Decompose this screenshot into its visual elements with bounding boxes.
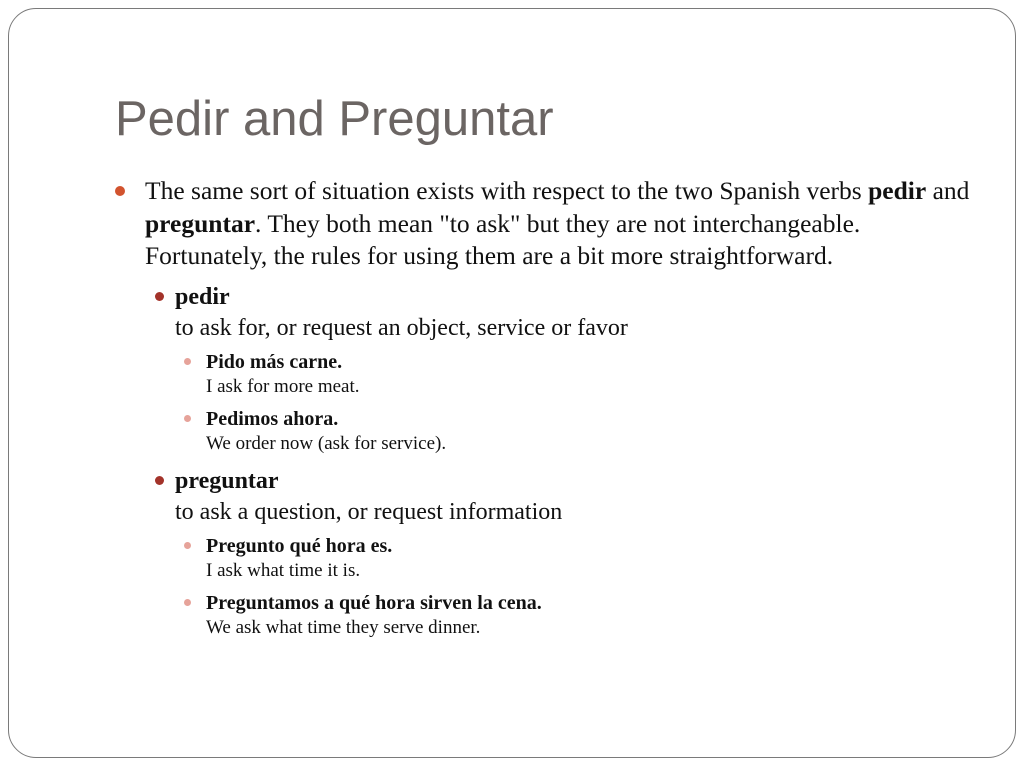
slide-title: Pedir and Preguntar xyxy=(115,92,554,146)
verb-item-preguntar xyxy=(175,466,975,528)
example-spanish: Pregunto qué hora es. xyxy=(206,534,393,557)
bullet-icon xyxy=(184,415,191,422)
bullet-icon xyxy=(184,542,191,549)
intro-verb-preguntar: preguntar xyxy=(145,208,256,238)
slide xyxy=(8,8,1016,758)
example-english: We ask what time they serve dinner. xyxy=(206,616,481,638)
example-item xyxy=(206,590,975,640)
verb-name: pedir xyxy=(175,283,230,310)
verb-item-pedir xyxy=(175,282,975,344)
intro-text-2: and xyxy=(926,176,970,205)
example-spanish: Pedimos ahora. xyxy=(206,407,339,430)
example-item xyxy=(206,533,975,583)
example-item xyxy=(206,406,975,456)
verb-meaning: to ask a question, or request information xyxy=(175,498,563,525)
example-spanish: Pido más carne. xyxy=(206,350,343,373)
intro-text-1: The same sort of situation exists with respect to the two Spanish verbs xyxy=(145,176,869,205)
example-spanish: Preguntamos a qué hora sirven la cena. xyxy=(206,591,542,614)
bullet-icon xyxy=(155,292,164,301)
example-item xyxy=(206,349,975,399)
example-english: I ask what time it is. xyxy=(206,559,361,581)
bullet-icon xyxy=(155,476,164,485)
bullet-icon xyxy=(184,599,191,606)
intro-text-3: . They both mean "to ask" but they are not interchangeable. Fortunately, the rules for using them are a bit more straightforward. xyxy=(145,208,861,270)
slide-content xyxy=(115,167,975,640)
intro-verb-pedir: pedir xyxy=(868,176,927,205)
bullet-icon xyxy=(184,358,191,365)
example-english: We order now (ask for service). xyxy=(206,432,447,454)
intro-paragraph xyxy=(115,175,975,273)
bullet-icon xyxy=(115,186,125,196)
verb-meaning: to ask for, or request an object, service or favor xyxy=(175,314,628,341)
example-english: I ask for more meat. xyxy=(206,375,360,397)
verb-name: preguntar xyxy=(175,467,279,494)
